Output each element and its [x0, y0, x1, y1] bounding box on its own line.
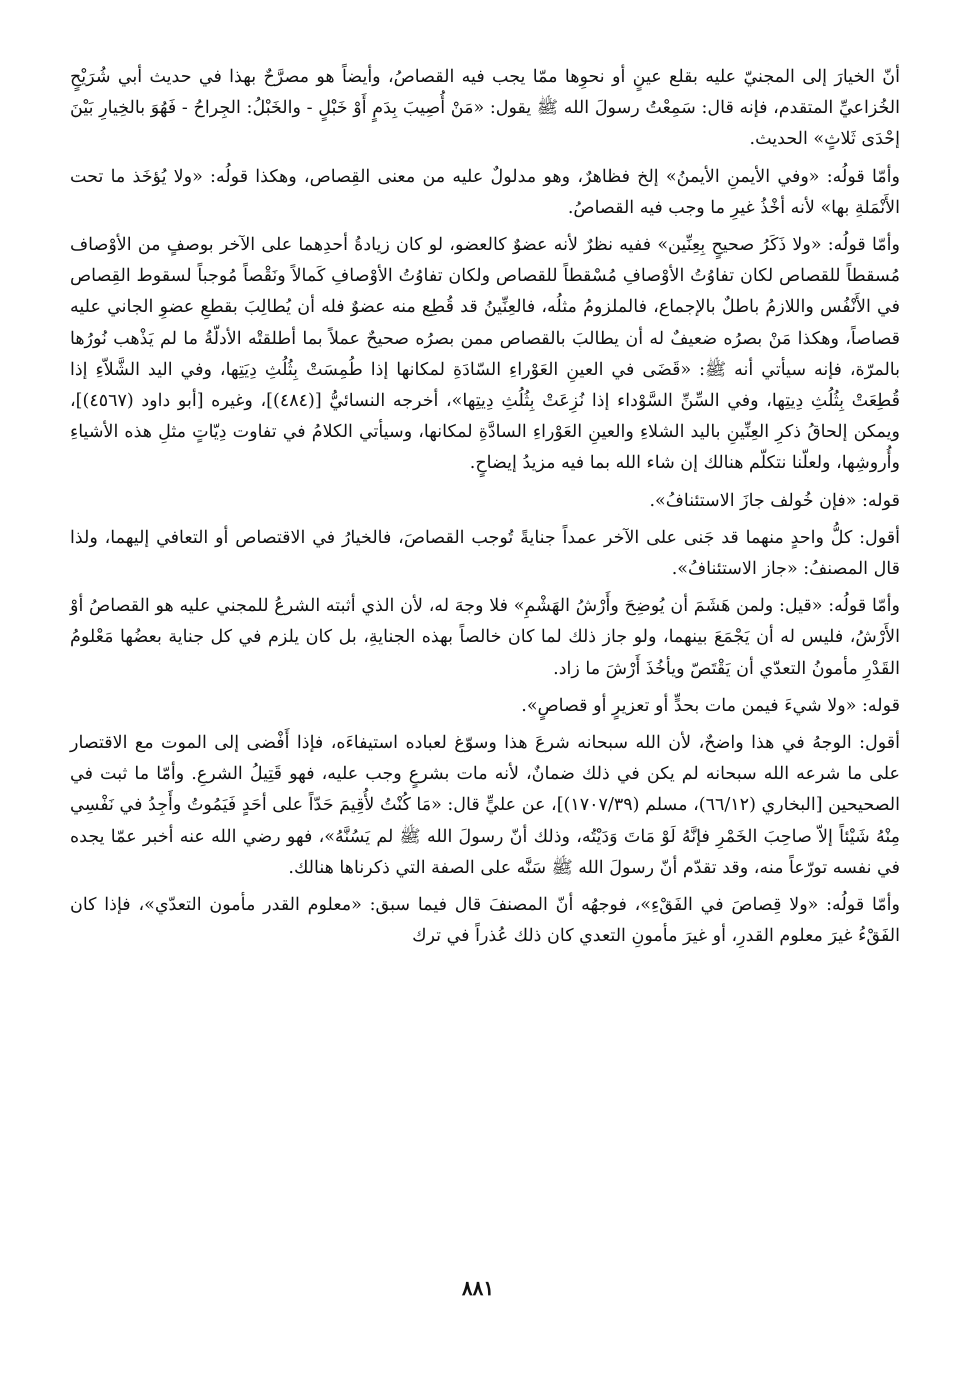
paragraph-7: قوله: «ولا شيءَ فيمن مات بحدٍّ أو تعزيرٍ أو قصاصٍ».	[521, 695, 900, 716]
paragraph-2: وأمّا قولُه: «وفي الأيمنِ الأيمنُ» إلخ فظاهرٌ، وهو مدلولٌ عليه من معنى القِصاص، وهكذا قولُه: «ولا يُؤخَذ ما تحت الأَنْمَلةِ بها» لأنه أخْذُ غيرِ ما وجب فيه القصاصُ.	[70, 166, 900, 218]
paragraph-8: أقول: الوجهُ في هذا واضحٌ، لأن الله سبحانه شرعَ هذا وسوّغ لعباده استيفاءَه، فإذا أَفْضى إلى الموت مع الاقتصار على ما شرعه الله سبحانه لم يكن في ذلك ضمانٌ، لأنه مات بشرعٍ وجب عليه، فهو قَتِيلُ الشرعِ. وأمّا ما ثبت في الصحيحين [البخاري (٦٦/١٢)، مسلم (١٧٠٧/٣٩)]، عن عليٍّ قال: «مَا كُنْتُ لأُقِيمَ حَدّاً على أحَدٍ فَيَمُوتُ وأَجِدُ في نَفْسِي مِنْهُ شَيْئاً إلاّ صاحِبَ الخَمْرِ فإنَّهُ لَوْ مَاتَ وَدَيْتُه، وذلك أنّ رسولَ الله ﷺ لم يَسُنَّهُ»، فهو رضي الله عنه أخبر عمّا يجده في نفسه تورّعاً منه، وقد تقدّم أنّ رسولَ الله ﷺ سَنَّه على الصفة التي ذكرناها هنالك.	[70, 733, 900, 878]
paragraph-4: قوله: «فإن خُولف جازَ الاستئنافُ».	[649, 490, 900, 511]
paragraph-5: أقول: كلُّ واحدٍ منهما قد جَنى على الآخر عمداً جنايةً تُوجب القصاصَ، فالخيارُ في الاقتصاص أو التعافي إليهما، ولذا قال المصنفُ: «جاز الاستئنافُ».	[70, 527, 900, 580]
paragraph-9: وأمّا قولُه: «ولا قِصاصَ في الفَقْءِ»، فوجهُه أنّ المصنفَ قال فيما سبق: «معلوم القدر مأمون التعدّي»، فإذا كان الفَقْءُ غيرَ معلوم القدرِ، أو غيرَ مأمونِ التعدي كان ذلك عُذراً في ترك	[70, 895, 900, 947]
page-body	[70, 62, 900, 958]
paragraph-3: وأمّا قولُه: «ولا ذَكَرُ صحيحٍ بِعِنِّين» ففيه نظرٌ لأنه عضوٌ كالعضو، لو كان زيادةُ أحدِهما على الآخر بوصفٍ من الأوْصاف مُسقطاً للقصاص لكان تفاوُتُ الأوْصافِ مُسْقطاً للقصاص ولكان تفاوُتُ الأوْصافِ كَمالاً ونَقْصاً مُوجباً لسقوط القِصاص في الأَنْفُس واللازمُ باطلٌ بالإجماع، فالملزومُ مثلُه، فالعِنِّينُ قد قُطِع منه عضوٌ فله أن يُطالِبَ بقطعِ عضوِ الجاني عليه قصاصاً، وهكذا مَنْ بصرُه ضعيفٌ له أن يطالبَ بالقصاص ممن بصرُه صحيحٌ عملاً بما أطلقتْه الأدلّةُ ما لم يَذْهب نُورُها بالمرّة، فإنه سيأتي أنه ﷺ: «قَضَى في العينِ العَوْراءِ السّادَةِ لمكانها إذا طُمِسَتْ بِثُلُثِ دِيَتِها، وفي اليد الشَّلاّءِ إذا قُطِعَتْ بِثُلُثِ دِيتِها، وفي السِّنِّ السَّوْداء إذا نُزِعَتْ بِثُلُثِ دِيتِها»، أخرجه النسائيُّ [(٤٨٤)]، وغيره [أبو داود (٤٥٦٧)]، ويمكن إلحاقُ ذكرِ العِنِّينِ باليد الشلاءِ والعينِ العَوْراءِ السادَّةِ لمكانها، وسيأتي الكلامُ في تفاوت دِيّاتٍ مثلِ هذه الأشياءِ وأُروشِها، ولعلّنا نتكلّم هنالك إن شاء الله بما فيه مزيدُ إيضاحٍ.	[70, 235, 900, 474]
paragraph-6: وأمّا قولُه: «قيل: ولمن هَشَمَ أن يُوضِحَ وأَرْشُ الهَشْمِ» فلا وجهَ له، لأن الذي أثبته الشرعُ للمجني عليه هو القصاصُ أوْ الأَرْشُ، فليس له أن يَجْمَعَ بينهما، ولو جاز ذلك لما كان خالصاً بهذه الجنايةِ، بل كان يلزم في كل جناية بعضُها مَعْلومُ القَدْرِ مأمونُ التعدّي أن يَقْتَصّ ويأخُذَ أَرْشَ ما زاد.	[70, 596, 900, 679]
page-number: ٨٨١	[461, 1276, 495, 1300]
paragraph-1: أنّ الخيارَ إلى المجنيّ عليه بقلع عينٍ أو نحوِها ممّا يجب فيه القصاصُ، وأيضاً هو مصرَّحٌ بهذا في حديث أبي شُرَيْحٍ الخُزاعيِّ المتقدم، فإنه قال: سَمِعْتُ رسولَ الله ﷺ يقول: «مَنْ أُصِيبَ بِدَمٍ أَوْ خَبْلٍ - والخَبْلُ: الجِراحُ - فَهُوَ بالخِيارِ بَيْنَ إحْدَى ثَلاثٍ» الحديث.	[70, 67, 900, 150]
